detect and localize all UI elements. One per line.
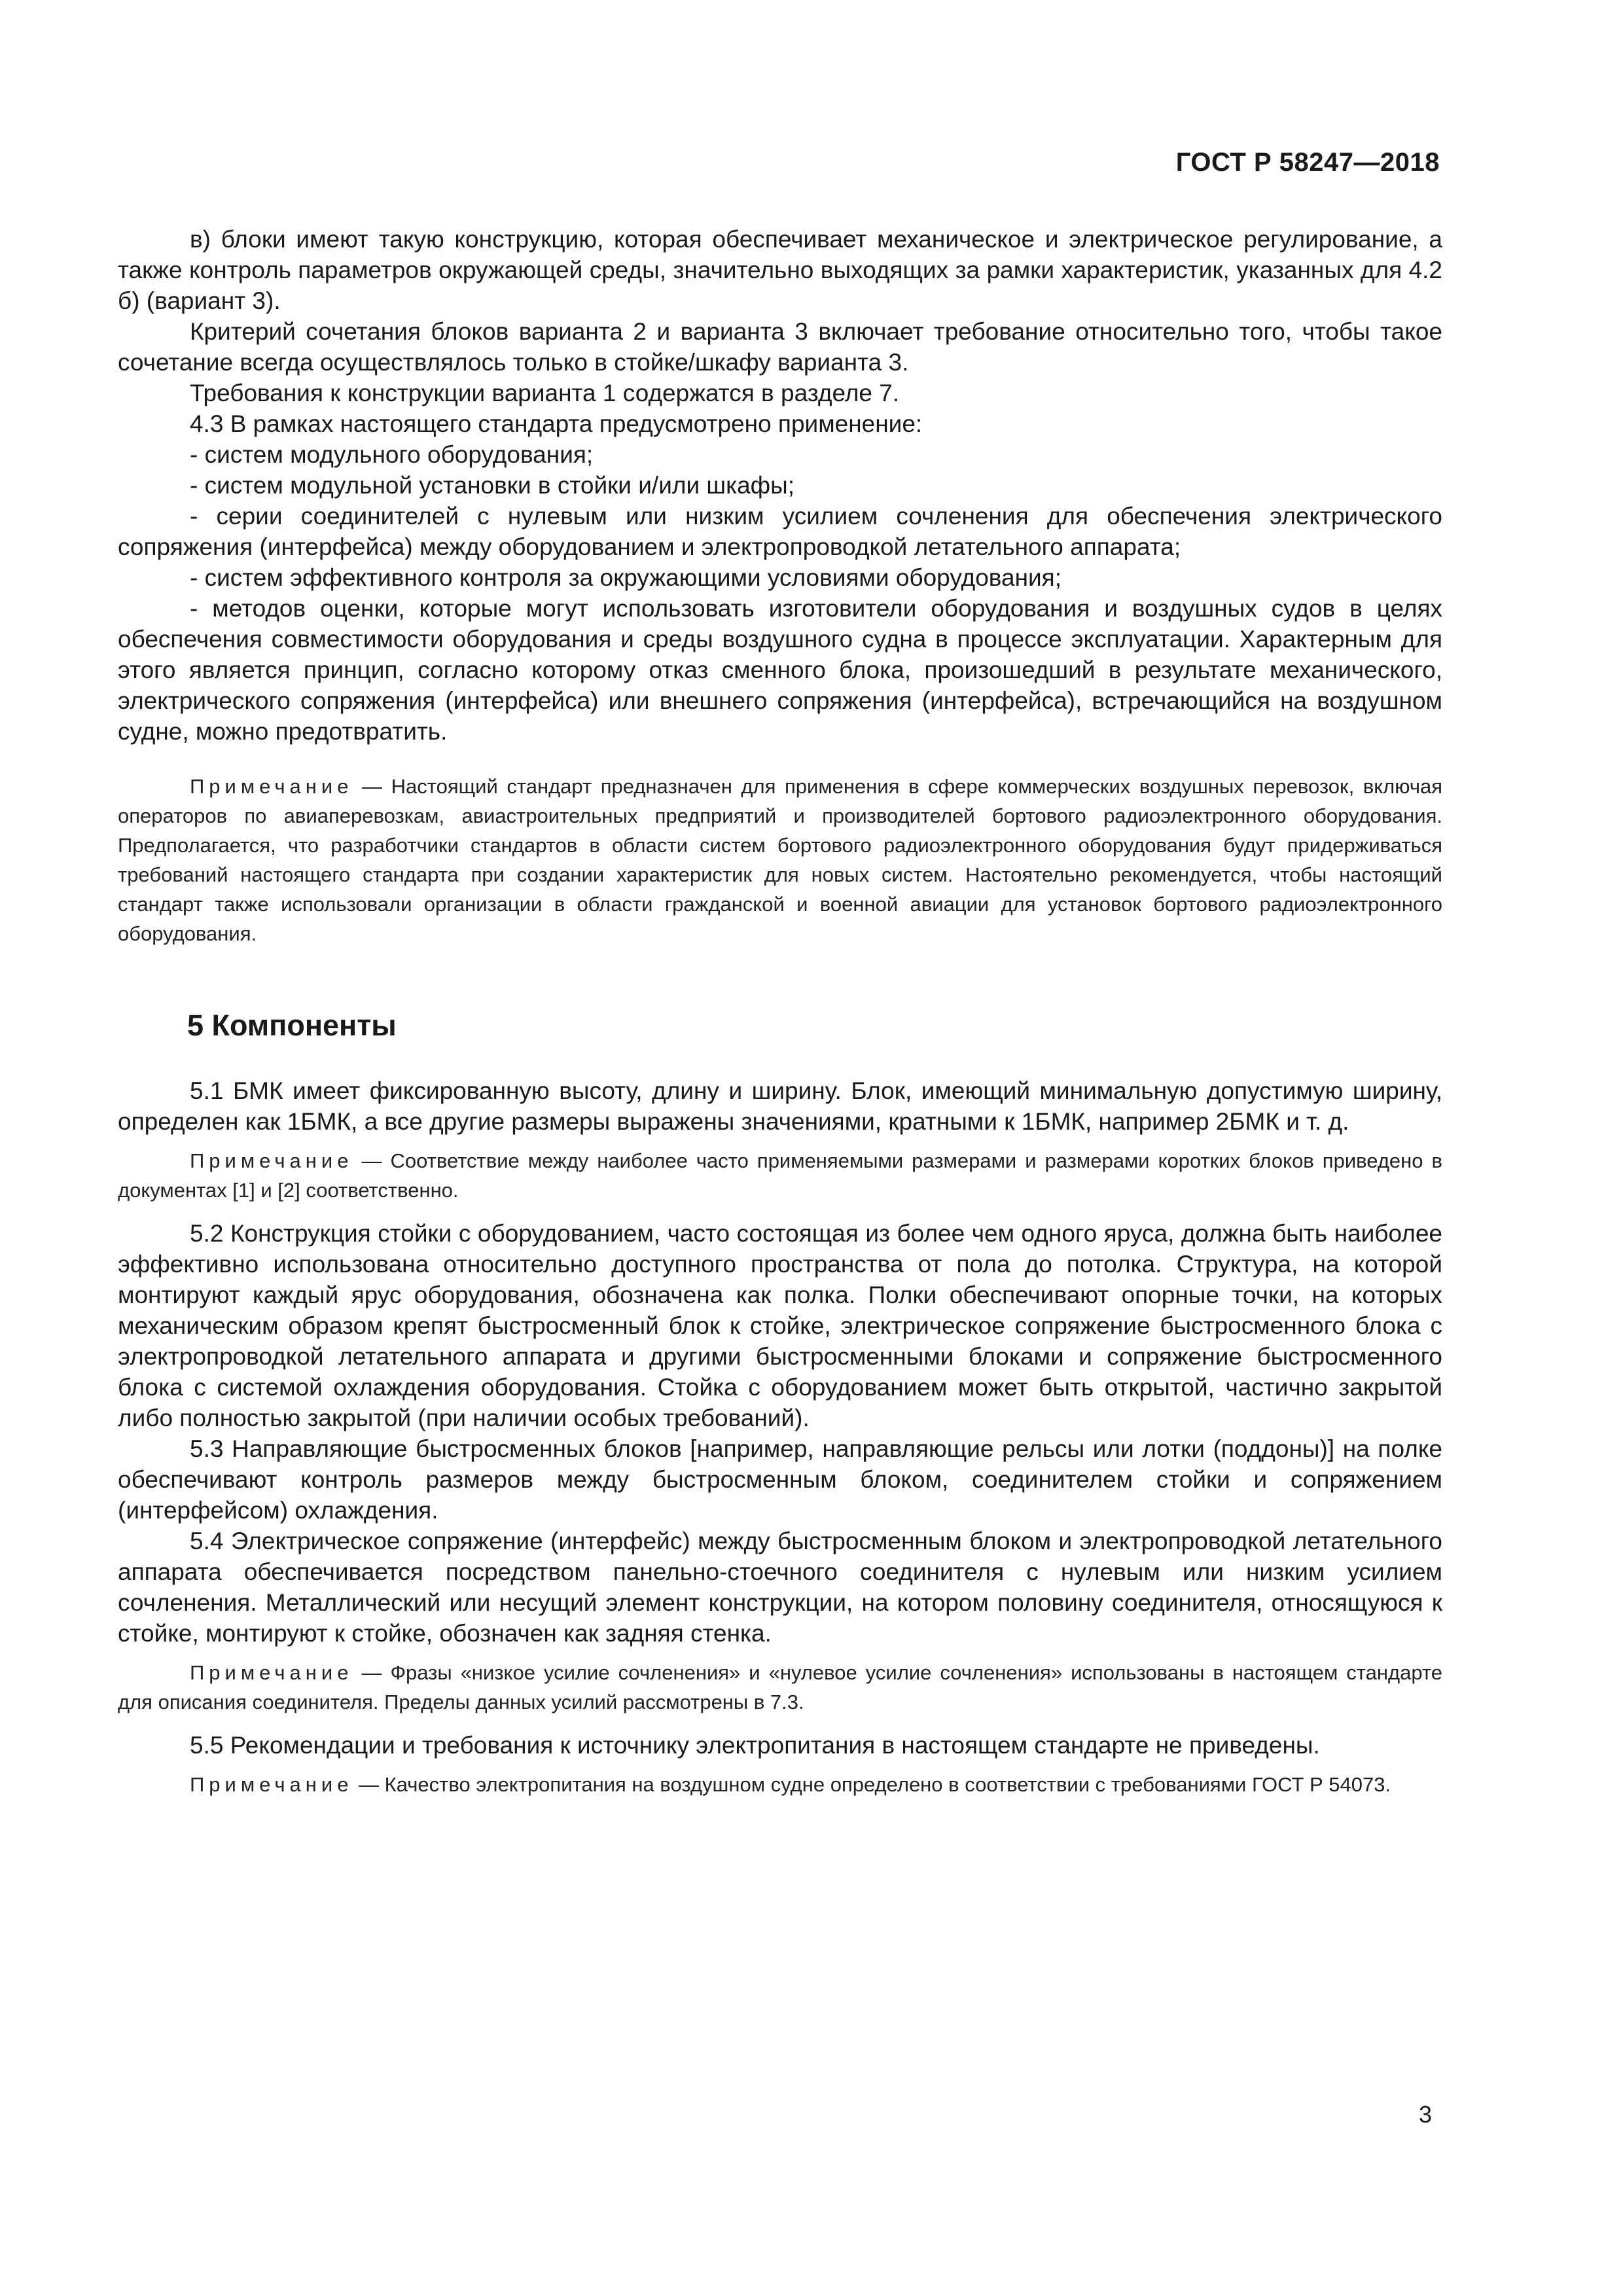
- list-item: - методов оценки, которые могут использовать изготовители оборудования и воздушных судов в целях обеспечения совместимости оборудования и среды воздушного судна в процессе эксплуатации. Характерным для этого является принцип, согласно которому отказ сменного блока, произошедший в результате механического, электрического сопряжения (интерфейса) или внешнего сопряжения (интерфейса), встречающийся на воздушном судне, можно предотвратить.: [118, 595, 1442, 745]
- paragraph-5-5: 5.5 Рекомендации и требования к источнику электропитания в настоящем стандарте не приведены.: [190, 1732, 1320, 1759]
- paragraph-5-2: 5.2 Конструкция стойки с оборудованием, часто состоящая из более чем одного яруса, должна быть наиболее эффективно использована относительно доступного пространства от пола до потолка. Структура, на которой монтируют каждый ярус оборудования, обозначена как полка. Полки обеспечивают опорные точки, на которых механическим образом крепят быстросменный блок к стойке, электрическое сопряжение быстросменного блока с электропроводкой летательного аппарата и другими быстросменными блоками и сопряжение быстросменного блока с системой охлаждения оборудования. Стойка с оборудованием может быть открытой, частично закрытой либо полностью закрытой (при наличии особых требований).: [118, 1220, 1442, 1431]
- paragraph-variant-1-requirements: Требования к конструкции варианта 1 содержатся в разделе 7.: [190, 380, 900, 406]
- paragraph-combination-criterion: Критерий сочетания блоков варианта 2 и варианта 3 включает требование относительно того, чтобы такое сочетание всегда осуществлялось только в стойке/шкафу варианта 3.: [118, 318, 1442, 376]
- list-item: - систем модульной установки в стойки и/или шкафы;: [190, 472, 794, 499]
- note-paragraph: [118, 1658, 1442, 1717]
- note-text: — Соответствие между наиболее часто применяемыми размерами и размерами коротких блоков приведено в документах [1] и [2] соответственно.: [118, 1149, 1442, 1202]
- paragraph-variant-3: в) блоки имеют такую конструкцию, которая обеспечивает механическое и электрическое регулирование, а также контроль параметров окружающей среды, значительно выходящих за рамки характеристик, указанных для 4.2 б) (вариант 3).: [118, 226, 1442, 314]
- note-label: Примечание: [190, 1661, 353, 1684]
- section-heading: 5 Компоненты: [187, 1009, 397, 1042]
- note-paragraph: [118, 1146, 1442, 1205]
- list-item: - систем модульного оборудования;: [190, 441, 594, 468]
- note-label: Примечание: [190, 1149, 353, 1172]
- document-id: ГОСТ Р 58247—2018: [1175, 148, 1440, 177]
- note-paragraph: [118, 772, 1442, 948]
- paragraph-5-4: 5.4 Электрическое сопряжение (интерфейс) между быстросменным блоком и электропроводкой летательного аппарата обеспечивается посредством панельно-стоечного соединителя с нулевым или низким усилием сочленения. Металлический или несущий элемент конструкции, на котором половину соединителя, относящуюся к стойке, монтируют к стойке, обозначен как задняя стенка.: [118, 1528, 1442, 1647]
- paragraph-5-3: 5.3 Направляющие быстросменных блоков [например, направляющие рельсы или лотки (поддоны)] на полке обеспечивают контроль размеров между быстросменным блоком, соединителем стойки и сопряжением (интерфейсом) охлаждения.: [118, 1435, 1442, 1524]
- page-number: 3: [1418, 2101, 1432, 2128]
- note-text: — Фразы «низкое усилие сочленения» и «нулевое усилие сочленения» использованы в настоящем стандарте для описания соединителя. Пределы данных усилий рассмотрены в 7.3.: [118, 1661, 1442, 1713]
- paragraph-5-1: 5.1 БМК имеет фиксированную высоту, длину и ширину. Блок, имеющий минимальную допустимую ширину, определен как 1БМК, а все другие размеры выражены значениями, кратными к 1БМК, например 2БМК и т. д.: [118, 1077, 1442, 1135]
- list-item: - серии соединителей с нулевым или низким усилием сочленения для обеспечения электрического сопряжения (интерфейса) между оборудованием и электропроводкой летательного аппарата;: [118, 503, 1442, 560]
- note-text: — Качество электропитания на воздушном судне определено в соответствии с требованиями ГОСТ Р 54073.: [353, 1773, 1391, 1796]
- note-label: Примечание: [190, 775, 353, 798]
- note-label: Примечание: [190, 1773, 353, 1796]
- note-paragraph: [118, 1770, 1442, 1799]
- paragraph-4-3: 4.3 В рамках настоящего стандарта предусмотрено применение:: [190, 410, 923, 437]
- list-item: - систем эффективного контроля за окружающими условиями оборудования;: [190, 564, 1061, 591]
- note-text: — Настоящий стандарт предназначен для применения в сфере коммерческих воздушных перевозок, включая операторов по авиаперевозкам, авиастроительных предприятий и производителей бортового радиоэлектронного оборудования. Предполагается, что разработчики стандартов в области систем бортового радиоэлектронного оборудования будут придерживаться требований настоящего стандарта при создании характеристик для новых систем. Настоятельно рекомендуется, чтобы настоящий стандарт также использовали организации в области гражданской и военной авиации для установок бортового радиоэлектронного оборудования.: [118, 775, 1442, 945]
- page-content: [118, 224, 1442, 1799]
